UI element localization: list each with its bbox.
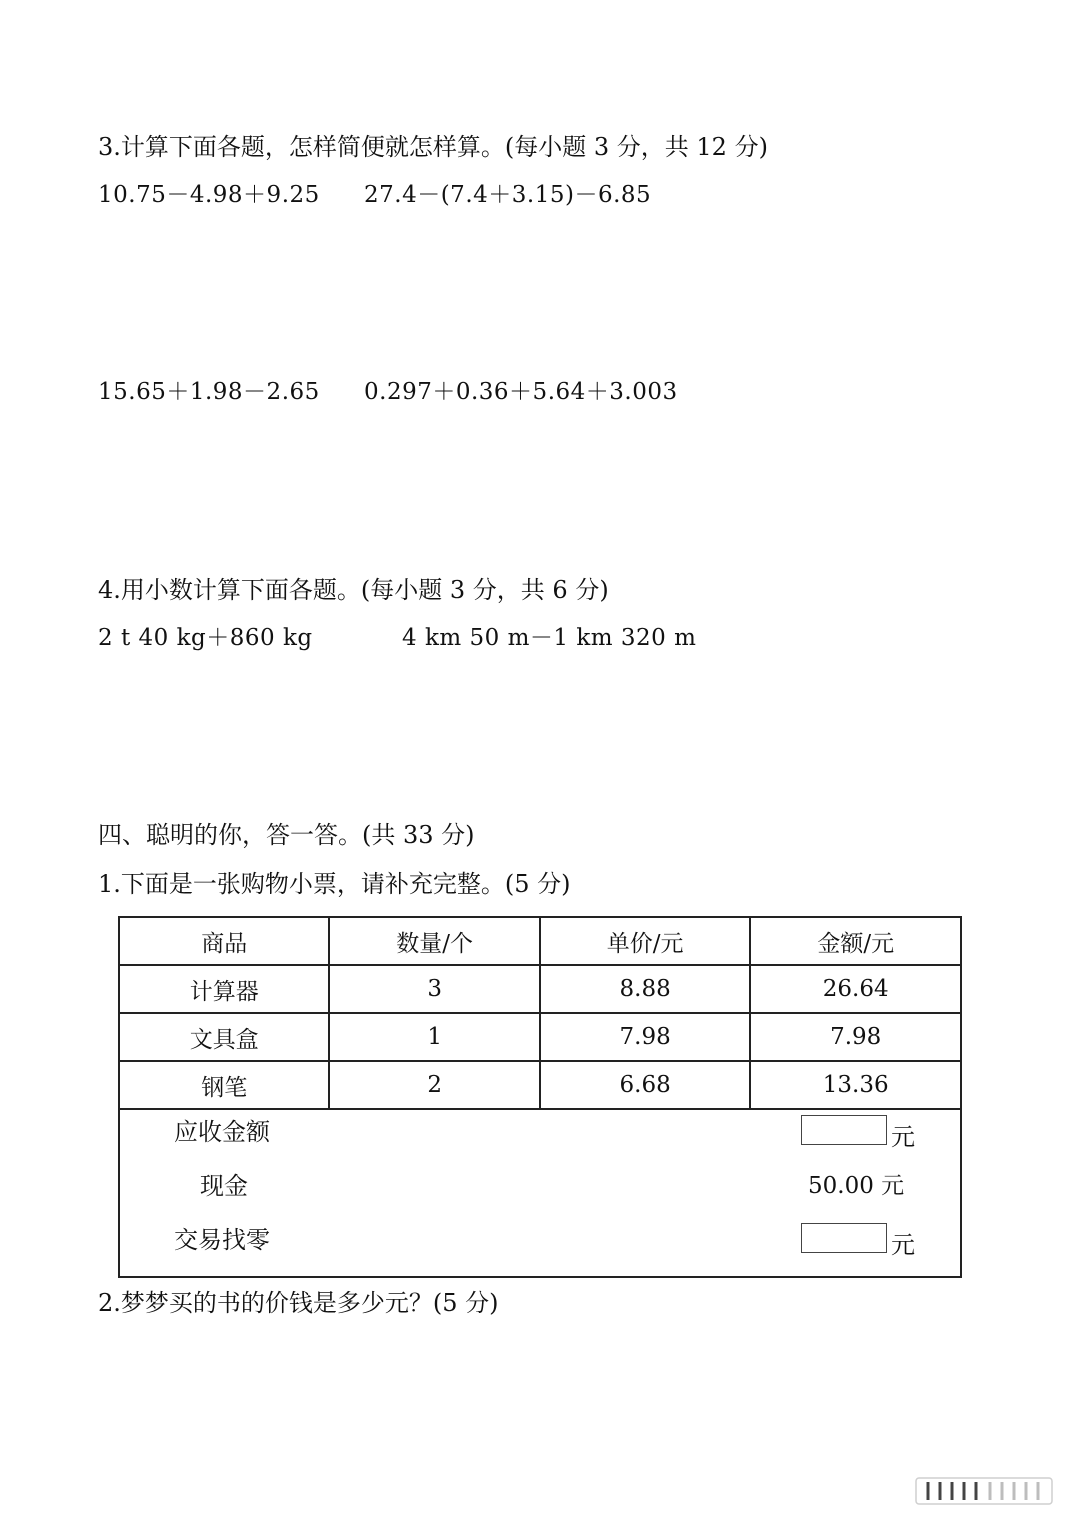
expression-3-4: 0.297＋0.36＋5.64＋3.003 <box>364 379 678 405</box>
cell-amount: 13.36 <box>750 1061 961 1109</box>
expression-3-3: 15.65＋1.98－2.65 <box>98 379 320 405</box>
header-unit-price: 单价/元 <box>540 917 751 965</box>
cell-unit-price: 7.98 <box>540 1013 751 1061</box>
cell-unit-price: 6.68 <box>540 1061 751 1109</box>
question2-title: 2.梦梦买的书的价钱是多少元？(5 分) <box>98 1289 499 1317</box>
table-row <box>119 965 961 1013</box>
expression-3-1: 10.75－4.98＋9.25 <box>98 182 320 208</box>
change-unit: 元 <box>891 1231 915 1259</box>
receipt-summary <box>119 1109 961 1277</box>
receivable-unit: 元 <box>891 1123 915 1151</box>
cell-amount: 26.64 <box>750 965 961 1013</box>
cell-quantity: 2 <box>329 1061 539 1109</box>
expression-3-2: 27.4－(7.4＋3.15)－6.85 <box>364 182 652 208</box>
part4-title: 四、聪明的你，答一答。(共 33 分) <box>98 821 475 849</box>
receipt-summary-row <box>119 1109 961 1277</box>
receivable-answer-box[interactable] <box>801 1115 887 1145</box>
cell-amount: 7.98 <box>750 1013 961 1061</box>
receipt-table <box>118 916 962 1278</box>
table-row <box>119 1061 961 1109</box>
cell-item: 文具盒 <box>119 1013 329 1061</box>
change-answer-box[interactable] <box>801 1223 887 1253</box>
cash-label: 现金 <box>200 1172 248 1200</box>
expression-4-1: 2 t 40 kg＋860 kg <box>98 625 313 651</box>
change-label: 交易找零 <box>174 1226 270 1254</box>
header-item: 商品 <box>119 917 329 965</box>
receipt-header-row <box>119 917 961 965</box>
cell-quantity: 1 <box>329 1013 539 1061</box>
cell-quantity: 3 <box>329 965 539 1013</box>
expression-4-2: 4 km 50 m－1 km 320 m <box>402 625 697 651</box>
cell-item: 计算器 <box>119 965 329 1013</box>
cell-unit-price: 8.88 <box>540 965 751 1013</box>
table-row <box>119 1013 961 1061</box>
question1-title: 1.下面是一张购物小票，请补充完整。(5 分) <box>98 870 571 898</box>
receivable-label: 应收金额 <box>174 1118 270 1146</box>
watermark-graphic <box>898 1474 1058 1510</box>
section3-title: 3.计算下面各题，怎样简便就怎样算。(每小题 3 分，共 12 分) <box>98 133 768 161</box>
cash-value: 50.00 元 <box>808 1173 905 1199</box>
cell-item: 钢笔 <box>119 1061 329 1109</box>
header-quantity: 数量/个 <box>329 917 539 965</box>
section4-title: 4.用小数计算下面各题。(每小题 3 分，共 6 分) <box>98 576 609 604</box>
header-amount: 金额/元 <box>750 917 961 965</box>
